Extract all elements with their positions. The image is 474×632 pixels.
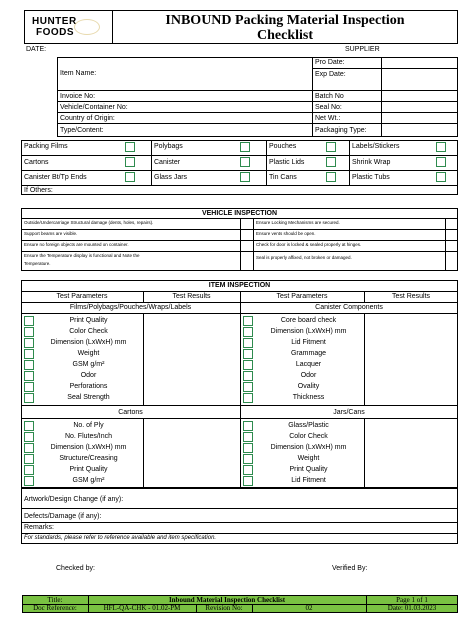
column-header: Test Results xyxy=(172,293,211,300)
packaging-option: Plastic Lids xyxy=(269,159,305,166)
section-title: VEHICLE INSPECTION xyxy=(201,210,278,217)
footer-label: Title: xyxy=(47,596,63,604)
checkbox[interactable] xyxy=(243,465,253,475)
logo-swoosh-icon xyxy=(74,19,100,35)
date-label: DATE: xyxy=(26,46,47,53)
footer-date: Date: 01.03.2023 xyxy=(387,604,437,612)
test-parameter: Dimension (LxWxH) mm xyxy=(50,339,127,346)
test-parameter: Lacquer xyxy=(295,361,322,368)
test-parameter: Odor xyxy=(300,372,317,379)
checkbox[interactable] xyxy=(24,393,34,403)
page-title: INBOUND Packing Material Inspection xyxy=(165,13,405,28)
batch-label: Batch No xyxy=(315,93,344,100)
packaging-option: Tin Cans xyxy=(269,174,297,181)
checkbox[interactable] xyxy=(436,172,446,182)
checkbox[interactable] xyxy=(24,421,34,431)
vehicle-check-item: Outside/Undercarriage Structural damage (dents, holes, repairs). xyxy=(24,220,154,225)
checked-by-label: Checked by: xyxy=(56,565,95,572)
test-parameter: Structure/Creasing xyxy=(59,455,118,462)
packaging-type-label: Packaging Type: xyxy=(315,127,367,134)
supplier-label: SUPPLIER xyxy=(345,46,380,53)
test-parameter: Dimension (LxWxH) mm xyxy=(270,328,347,335)
checkbox[interactable] xyxy=(243,349,253,359)
checkbox[interactable] xyxy=(24,454,34,464)
checkbox[interactable] xyxy=(243,371,253,381)
packaging-option: Shrink Wrap xyxy=(352,159,391,166)
packaging-option: Canister xyxy=(154,159,181,166)
logo-text: HUNTER xyxy=(32,16,77,27)
country-label: Country of Origin: xyxy=(60,115,115,122)
packaging-option: Cartons xyxy=(24,159,49,166)
if-others-label: If Others: xyxy=(24,187,53,194)
checkbox[interactable] xyxy=(326,142,336,152)
vehicle-check-item: Ensure vents should be open. xyxy=(256,231,316,236)
artwork-label: Artwork/Design Change (if any): xyxy=(24,496,124,503)
type-content-label: Type/Content: xyxy=(60,127,104,134)
test-parameter: GSM g/m² xyxy=(72,477,105,484)
column-header: Test Parameters xyxy=(276,293,328,300)
test-parameter: Dimension (LxWxH) mm xyxy=(50,444,127,451)
test-parameter: Lid Fitment xyxy=(291,477,326,484)
packaging-option: Plastic Tubs xyxy=(352,174,390,181)
section-title: ITEM INSPECTION xyxy=(208,282,271,289)
item-name-label: Item Name: xyxy=(60,70,97,77)
checkbox[interactable] xyxy=(436,157,446,167)
vehicle-label: Vehicle/Container No: xyxy=(60,104,128,111)
vehicle-check-item: Support beams are visible. xyxy=(24,231,78,236)
checkbox[interactable] xyxy=(243,443,253,453)
footer-label: Revision No: xyxy=(205,604,243,612)
group-header: Canister Components xyxy=(315,304,383,311)
packaging-option: Labels/Stickers xyxy=(352,143,400,150)
seal-label: Seal No: xyxy=(315,104,342,111)
test-parameter: Ovality xyxy=(297,383,320,390)
checkbox[interactable] xyxy=(24,371,34,381)
checkbox[interactable] xyxy=(326,172,336,182)
page-title: Checklist xyxy=(257,28,313,43)
checkbox[interactable] xyxy=(243,382,253,392)
vehicle-check-item: Seal is properly affixed, not broken or damaged. xyxy=(256,255,352,260)
invoice-label: Invoice No: xyxy=(60,93,96,100)
test-parameter: Odor xyxy=(80,372,97,379)
packaging-option: Glass Jars xyxy=(154,174,188,181)
checkbox[interactable] xyxy=(24,382,34,392)
info-grid xyxy=(57,57,458,137)
test-parameter: Color Check xyxy=(69,328,108,335)
test-parameter: Seal Strength xyxy=(67,394,110,401)
test-parameter: Lid Fitment xyxy=(291,339,326,346)
test-parameter: GSM g/m² xyxy=(72,361,105,368)
group-header: Jars/Cans xyxy=(333,409,365,416)
checkbox[interactable] xyxy=(243,476,253,486)
checkbox[interactable] xyxy=(24,443,34,453)
revision-number: 02 xyxy=(305,604,313,612)
footer-page: Page 1 of 1 xyxy=(396,596,428,604)
test-parameter: Glass/Plastic xyxy=(288,422,329,429)
vehicle-check-item: Ensure the Temperature display is functional and Note the xyxy=(24,253,140,258)
test-parameter: Weight xyxy=(297,455,320,462)
checkbox[interactable] xyxy=(243,454,253,464)
packaging-option: Canister Bt/Tp Ends xyxy=(24,174,87,181)
packaging-option: Packing Films xyxy=(24,143,68,150)
checkbox[interactable] xyxy=(24,316,34,326)
remarks-label: Remarks: xyxy=(24,524,54,531)
checkbox[interactable] xyxy=(24,476,34,486)
checkbox[interactable] xyxy=(243,316,253,326)
packaging-option: Pouches xyxy=(269,143,297,150)
checkbox[interactable] xyxy=(24,327,34,337)
footer-label: Doc Reference: xyxy=(33,604,77,612)
test-parameter: Grammage xyxy=(290,350,326,357)
test-parameter: Perforations xyxy=(69,383,108,390)
checkbox[interactable] xyxy=(436,142,446,152)
checkbox[interactable] xyxy=(24,432,34,442)
checkbox[interactable] xyxy=(243,327,253,337)
checkbox[interactable] xyxy=(240,172,250,182)
logo-text: FOODS xyxy=(36,27,75,38)
test-parameter: Color Check xyxy=(289,433,328,440)
net-wt-label: Net Wt.: xyxy=(315,115,341,122)
checkbox[interactable] xyxy=(243,338,253,348)
group-header: Films/Polybags/Pouches/Wraps/Labels xyxy=(69,304,192,311)
test-parameter: Print Quality xyxy=(289,466,328,473)
checkbox[interactable] xyxy=(243,393,253,403)
checkbox[interactable] xyxy=(243,421,253,431)
test-parameter: Dimension (LxWxH) mm xyxy=(270,444,347,451)
test-parameter: No. Flutes/Inch xyxy=(64,433,113,440)
checkbox[interactable] xyxy=(326,157,336,167)
group-header: Cartons xyxy=(118,409,143,416)
column-header: Test Parameters xyxy=(56,293,108,300)
packaging-option: Polybags xyxy=(154,143,183,150)
pro-date-label: Pro Date: xyxy=(315,59,345,66)
checkbox[interactable] xyxy=(240,157,250,167)
vehicle-check-item: Check for door is locked & sealed properly at hinges. xyxy=(256,242,362,247)
checkbox[interactable] xyxy=(24,465,34,475)
test-parameter: Print Quality xyxy=(69,466,108,473)
checkbox[interactable] xyxy=(125,172,135,182)
defects-label: Defects/Damage (if any): xyxy=(24,513,102,520)
test-parameter: No. of Ply xyxy=(73,422,104,429)
checkbox[interactable] xyxy=(24,349,34,359)
standards-note: For standards, please refer to reference available and item specification. xyxy=(24,535,217,541)
test-parameter: Thickness xyxy=(292,394,325,401)
test-parameter: Core board check xyxy=(280,317,337,324)
column-header: Test Results xyxy=(391,293,431,300)
checkbox[interactable] xyxy=(243,432,253,442)
checkbox[interactable] xyxy=(125,157,135,167)
checkbox[interactable] xyxy=(125,142,135,152)
doc-reference: HFL-QA-CHK - 01.02-PM xyxy=(103,604,181,612)
test-parameter: Weight xyxy=(77,350,100,357)
exp-date-label: Exp Date: xyxy=(315,71,346,78)
test-parameter: Print Quality xyxy=(69,317,108,324)
checkbox[interactable] xyxy=(24,360,34,370)
footer-title: Inbound Material Inspection Checklist xyxy=(168,596,286,604)
checkbox[interactable] xyxy=(240,142,250,152)
vehicle-check-item: Ensure Locking Mechanisms are secured. xyxy=(256,220,340,225)
verified-by-label: Verified By: xyxy=(332,565,368,572)
vehicle-check-item: Ensure no foreign objects are mounted on container. xyxy=(24,242,129,247)
checkbox[interactable] xyxy=(243,360,253,370)
checkbox[interactable] xyxy=(24,338,34,348)
vehicle-check-item: Temperature. xyxy=(24,261,51,266)
